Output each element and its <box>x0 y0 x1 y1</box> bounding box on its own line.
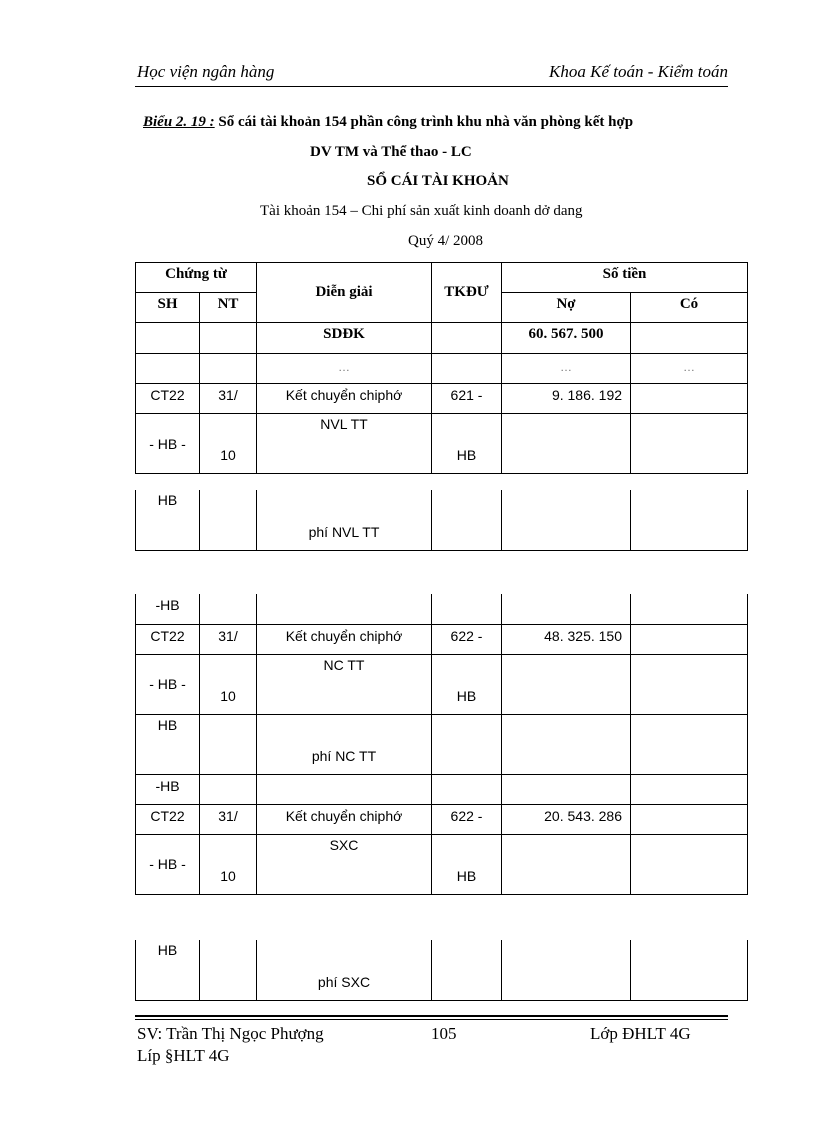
footer-rule-thin <box>135 1019 728 1020</box>
entry2-no: 48. 325. 150 <box>502 624 631 654</box>
entry1-sh3: HB <box>136 490 200 550</box>
caption <box>143 114 633 131</box>
entry3-desc2: SXC <box>257 834 432 894</box>
entry1-tk2: HB <box>432 414 502 474</box>
ellipsis: … <box>257 354 432 384</box>
footer-class: Lớp ĐHLT 4G <box>590 1024 691 1043</box>
header-sh: SH <box>136 293 200 323</box>
entry1-sh: CT22 <box>136 384 200 414</box>
header-no: Nợ <box>502 293 631 323</box>
table-row <box>136 384 748 414</box>
header-so-tien: Số tiền <box>502 263 748 293</box>
entry2-sh2: - HB - <box>136 654 200 714</box>
entry2-nt: 31/ <box>200 624 257 654</box>
table-row <box>136 414 748 474</box>
table-row <box>136 624 748 654</box>
caption-line2: DV TM và Thể thao - LC <box>310 144 472 160</box>
entry3-nt: 31/ <box>200 804 257 834</box>
table-row <box>136 940 748 1000</box>
sddk-label: SDĐK <box>257 323 432 354</box>
entry2-sh3: HB <box>136 714 200 774</box>
footer-rule <box>135 1015 728 1017</box>
entry1-desc3: phí NVL TT <box>257 490 432 550</box>
footer-class-alt: Líp §HLT 4G <box>137 1046 230 1065</box>
table-row <box>136 804 748 834</box>
table-row <box>136 323 748 354</box>
entry3-tk: 622 - <box>432 804 502 834</box>
page-subtitle: Tài khoản 154 – Chi phí sản xuất kinh doanh dở dang <box>260 203 583 219</box>
entry1-desc: Kết chuyển chiphớ <box>257 384 432 414</box>
table-row <box>136 774 748 804</box>
ellipsis: … <box>631 354 748 384</box>
entry1-sh4: -HB <box>136 594 200 624</box>
entry1-no: 9. 186. 192 <box>502 384 631 414</box>
entry1-nt2: 10 <box>200 414 257 474</box>
entry2-nt2: 10 <box>200 654 257 714</box>
footer-page-number: 105 <box>431 1024 457 1043</box>
header-tkdu: TKĐƯ <box>432 263 502 323</box>
table-row <box>136 490 748 550</box>
ledger-table-3 <box>135 594 748 895</box>
ledger-table-2 <box>135 490 748 551</box>
period: Quý 4/ 2008 <box>408 233 483 249</box>
caption-label: Biểu 2. 19 : <box>143 114 215 130</box>
entry2-sh4: -HB <box>136 774 200 804</box>
ellipsis: … <box>502 354 631 384</box>
entry3-tk2: HB <box>432 834 502 894</box>
entry2-tk2: HB <box>432 654 502 714</box>
page-title: SỔ CÁI TÀI KHOẢN <box>367 173 509 189</box>
header-nt: NT <box>200 293 257 323</box>
entry3-sh: CT22 <box>136 804 200 834</box>
header-dien-giai: Diễn giải <box>257 263 432 323</box>
table-row <box>136 654 748 714</box>
entry1-desc2: NVL TT <box>257 414 432 474</box>
ledger-table-1 <box>135 262 748 474</box>
sddk-value: 60. 567. 500 <box>502 323 631 354</box>
entry1-nt: 31/ <box>200 384 257 414</box>
table-row <box>136 594 748 624</box>
header-rule <box>135 86 728 87</box>
table-row <box>136 834 748 894</box>
entry3-sh3: HB <box>136 940 200 1000</box>
caption-line1: Sổ cái tài khoản 154 phần công trình khu nhà văn phòng kết hợp <box>218 114 634 130</box>
entry2-sh: CT22 <box>136 624 200 654</box>
entry3-nt2: 10 <box>200 834 257 894</box>
entry3-no: 20. 543. 286 <box>502 804 631 834</box>
header-co: Có <box>631 293 748 323</box>
entry2-desc2: NC TT <box>257 654 432 714</box>
table-row <box>136 714 748 774</box>
entry1-tk: 621 - <box>432 384 502 414</box>
table-row <box>136 354 748 384</box>
entry2-tk: 622 - <box>432 624 502 654</box>
ledger-table-4 <box>135 940 748 1001</box>
header-right: Khoa Kế toán - Kiểm toán <box>549 62 728 81</box>
entry3-sh2: - HB - <box>136 834 200 894</box>
entry3-desc: Kết chuyển chiphớ <box>257 804 432 834</box>
entry2-desc3: phí NC TT <box>257 714 432 774</box>
entry1-sh2: - HB - <box>136 414 200 474</box>
entry2-desc: Kết chuyển chiphớ <box>257 624 432 654</box>
entry3-desc3: phí SXC <box>257 940 432 1000</box>
header-left: Học viện ngân hàng <box>137 62 275 81</box>
header-chung-tu: Chứng từ <box>136 263 257 293</box>
footer-student: SV: Trần Thị Ngọc Phượng <box>137 1024 324 1043</box>
